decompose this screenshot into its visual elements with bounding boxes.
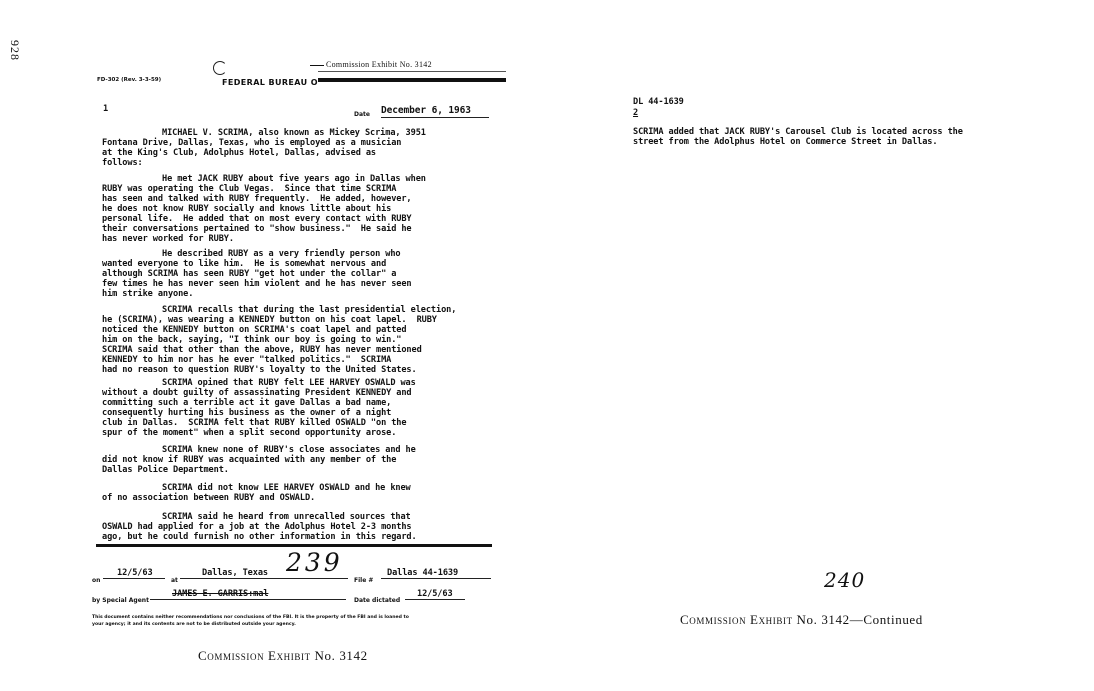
side-page-number: 928	[8, 40, 22, 61]
at-label: at	[171, 577, 178, 584]
page2-line-1: SCRIMA added that JACK RUBY's Carousel Club is located across the	[633, 127, 963, 137]
paragraph-1: He met JACK RUBY about five years ago in Dallas when RUBY was operating the Club Vegas. Since that time SCRIMA has seen and talked with RUBY frequently. He added, however, he does not know RUBY socially and knows little about his personal life. He added that on most every contact with RUBY their conversations pertained to "show business." He said he has never worked for RUBY.	[102, 174, 426, 244]
header-rule-thin	[318, 71, 506, 72]
dictated-value: 12/5/63	[405, 589, 465, 600]
paragraph-3: SCRIMA recalls that during the last presidential election, he (SCRIMA), was wearing a KENNEDY button on his coat lapel. RUBY noticed the KENNEDY button on SCRIMA's coat lapel and patted him on the back, saying, "I think our boy is going to win." SCRIMA said that other than the above, RUBY has never mentioned KENNEDY to him nor has he ever "talked politics." SCRIMA had no reason to question RUBY's loyalty to the United States.	[102, 305, 457, 375]
header-rule	[318, 78, 506, 82]
disclaimer-line-2: your agency; it and its contents are not to be distributed outside your agency.	[92, 622, 296, 627]
paragraph-4: SCRIMA opined that RUBY felt LEE HARVEY OSWALD was without a doubt guilty of assassinating President KENNEDY and committing such a terrible act it gave Dallas a bad name, consequently hurting his business as the owner of a night club in Dallas. SCRIMA felt that RUBY killed OSWALD "on the spur of the moment" when a split second opportunity arose.	[102, 378, 416, 438]
paragraph-intro: MICHAEL V. SCRIMA, also known as Mickey Scrima, 3951 Fontana Drive, Dallas, Texas, who is employed as a musician at the King's Club, Adolphus Hotel, Dallas, advised as follows:	[102, 128, 426, 168]
date-label: Date	[354, 111, 370, 118]
agency-title: FEDERAL BUREAU O	[222, 78, 318, 87]
paragraph-6: SCRIMA did not know LEE HARVEY OSWALD and he knew of no association between RUBY and OSWALD.	[102, 483, 411, 503]
page2-page-number: 2	[633, 108, 639, 118]
header-stamp: Commission Exhibit No. 3142	[326, 60, 432, 69]
paragraph-2: He described RUBY as a very friendly person who wanted everyone to like him. He is somewhat nervous and although SCRIMA has seen RUBY "get hot under the collar" a few times he has never seen him violent and he has never seen him strike anyone.	[102, 249, 412, 299]
file-label: File #	[354, 577, 374, 584]
agent-label: by Special Agent	[92, 597, 149, 604]
handwritten-page-239: 239	[286, 548, 343, 577]
paragraph-5: SCRIMA knew none of RUBY's close associates and he did not know if RUBY was acquainted with any member of the Dallas Police Department.	[102, 445, 416, 475]
date-value: December 6, 1963	[381, 106, 489, 118]
at-value: Dallas, Texas	[180, 568, 348, 579]
agent-value: JAMES E. GARRIS:mal	[150, 589, 346, 600]
exhibit-caption-2: Commission Exhibit No. 3142—Continued	[680, 612, 923, 627]
stamp-dash	[310, 65, 324, 66]
dictated-label: Date dictated	[354, 597, 401, 604]
page2-file-ref: DL 44-1639	[633, 97, 684, 107]
body-bottom-rule	[96, 544, 492, 547]
paragraph-7: SCRIMA said he heard from unrecalled sources that OSWALD had applied for a job at the Adolphus Hotel 2-3 months ago, but he could furnish no other information in this regard.	[102, 512, 417, 542]
page2-line-2: street from the Adolphus Hotel on Commerce Street in Dallas.	[633, 137, 938, 147]
exhibit-caption-1: Commission Exhibit No. 3142	[198, 648, 368, 663]
on-label: on	[92, 577, 101, 584]
form-number: FD-302 (Rev. 3-3-59)	[97, 77, 162, 83]
page-number: 1	[103, 104, 109, 114]
punch-hole-mark	[213, 61, 227, 75]
disclaimer-line-1: This document contains neither recommendations nor conclusions of the FBI. It is the property of the FBI and is loaned to	[92, 615, 409, 620]
on-value: 12/5/63	[103, 568, 165, 579]
file-value: Dallas 44-1639	[381, 568, 491, 579]
handwritten-page-240: 240	[824, 568, 866, 592]
